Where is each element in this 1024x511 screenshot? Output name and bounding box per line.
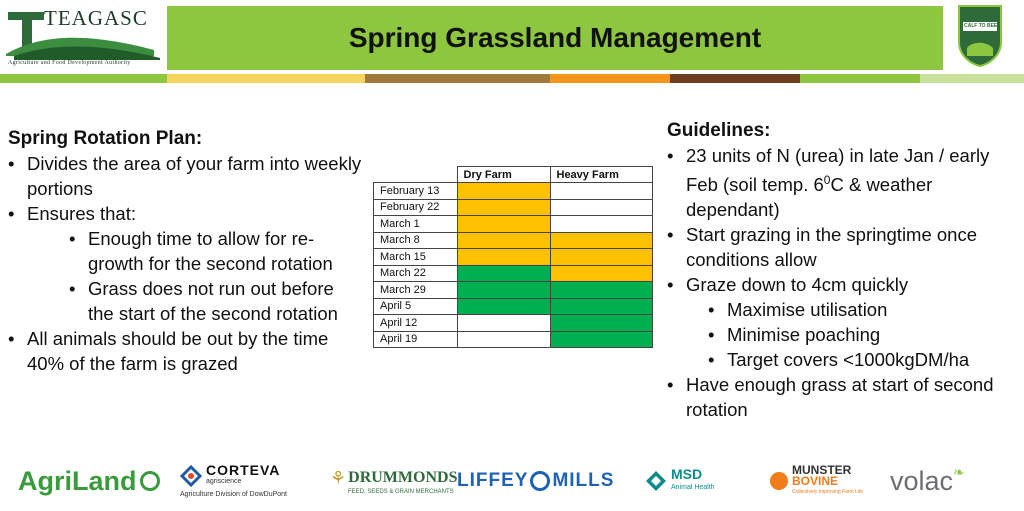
list-item: • Divides the area of your farm into weekly portions <box>6 151 362 201</box>
heavy-farm-cell <box>550 216 652 233</box>
corteva-sub: agriscience <box>206 477 242 485</box>
table-row <box>374 331 653 348</box>
superscript: 0 <box>823 173 831 187</box>
date-cell: March 1 <box>374 216 458 233</box>
drummonds-name: DRUMMONDS <box>348 469 458 486</box>
table-header-row <box>374 167 653 183</box>
heavy-farm-cell <box>550 282 652 299</box>
strip-segment <box>800 74 920 83</box>
sponsor-corteva <box>180 456 287 506</box>
corteva-name: CORTEVA <box>206 461 281 478</box>
page-title: Spring Grassland Management <box>348 22 762 53</box>
date-cell: April 5 <box>374 298 458 315</box>
column-header-heavy-farm: Heavy Farm <box>550 167 652 183</box>
volac-name: volac <box>890 465 954 496</box>
heavy-farm-cell <box>550 249 652 266</box>
dry-farm-cell <box>457 249 550 266</box>
list-item: • Minimise poaching <box>706 322 1020 347</box>
liffey-name: LIFFEY <box>457 470 529 491</box>
guidelines-heading: Guidelines: <box>667 120 771 141</box>
msd-name: MSD <box>671 466 703 482</box>
strip-segment <box>365 74 550 83</box>
color-strip <box>0 74 1024 83</box>
teagasc-logo <box>4 4 164 70</box>
strip-segment <box>920 74 1024 83</box>
date-cell: March 15 <box>374 249 458 266</box>
agriland-logo-text: AgriLand <box>18 465 137 496</box>
table-row <box>374 183 653 200</box>
list-item <box>665 272 1020 372</box>
dry-farm-cell <box>457 282 550 299</box>
heavy-farm-cell <box>550 232 652 249</box>
wheat-icon: ⚘ <box>330 467 347 488</box>
bovine-name: BOVINE <box>792 473 839 488</box>
date-cell: February 13 <box>374 183 458 200</box>
list-item: • Grass does not run out before the start of the second rotation <box>67 276 362 326</box>
date-cell: April 19 <box>374 331 458 348</box>
sponsor-footer <box>0 456 1024 511</box>
table-row <box>374 216 653 233</box>
strip-segment <box>670 74 800 83</box>
heavy-farm-cell <box>550 298 652 315</box>
dry-farm-cell <box>457 183 550 200</box>
date-cell: April 12 <box>374 315 458 332</box>
sponsor-msd <box>645 456 715 506</box>
leaf-icon: ❧ <box>953 463 965 480</box>
list-item: • Maximise utilisation <box>706 297 1020 322</box>
rotation-plan-heading: Spring Rotation Plan: <box>8 128 203 149</box>
msd-tagline: Animal Health <box>671 484 715 491</box>
teagasc-tagline: Agriculture and Food Development Authority <box>8 60 131 66</box>
drummonds-tagline: FEED, SEEDS & GRAIN MERCHANTS <box>348 488 454 495</box>
mills-name: MILLS <box>552 470 615 491</box>
corteva-mark-icon <box>180 465 202 487</box>
table-row <box>374 298 653 315</box>
date-cell: February 22 <box>374 199 458 216</box>
sponsor-volac <box>890 456 965 506</box>
guidelines-list <box>665 143 1020 422</box>
heavy-farm-cell <box>550 315 652 332</box>
shield-icon <box>955 2 1005 68</box>
list-item-text: Graze down to 4cm quickly <box>686 274 909 296</box>
munster-mark-icon <box>770 472 788 490</box>
corteva-tagline: Agriculture Division of DowDuPont <box>180 490 287 498</box>
dry-farm-cell <box>457 331 550 348</box>
list-item <box>6 201 362 326</box>
rotation-plan-list <box>6 151 362 376</box>
date-cell: March 29 <box>374 282 458 299</box>
strip-segment <box>0 74 167 83</box>
list-item-text: 23 units of N (urea) in late Jan / early Feb (soil temp. 6 <box>686 145 990 196</box>
table-row <box>374 282 653 299</box>
guidelines-section <box>665 118 1020 422</box>
list-item-text: C & weather dependant) <box>686 174 933 221</box>
table-row <box>374 199 653 216</box>
date-cell: March 8 <box>374 232 458 249</box>
dry-farm-cell <box>457 216 550 233</box>
dry-farm-cell <box>457 199 550 216</box>
list-item: • Enough time to allow for re-growth for the second rotation <box>67 226 362 276</box>
badge-label: CALF TO BEEF <box>964 23 1001 29</box>
dry-farm-cell <box>457 232 550 249</box>
column-header-dry-farm: Dry Farm <box>457 167 550 183</box>
title-banner <box>167 6 943 70</box>
rotation-table <box>373 166 653 348</box>
list-item: • All animals should be out by the time 40% of the farm is grazed <box>6 326 362 376</box>
dry-farm-cell <box>457 298 550 315</box>
dry-farm-cell <box>457 265 550 282</box>
sponsor-agriland <box>18 456 160 506</box>
globe-icon <box>140 471 160 491</box>
graze-sublist <box>686 297 1020 372</box>
rotation-plan-section <box>6 126 362 376</box>
strip-segment <box>167 74 365 83</box>
list-item: • Target covers <1000kgDM/ha <box>706 347 1020 372</box>
list-item-text: Ensures that: <box>27 203 137 224</box>
waterwheel-icon <box>530 471 550 491</box>
table-row <box>374 315 653 332</box>
table-row <box>374 249 653 266</box>
munster-tagline: Collectively Improving Farm Life <box>792 488 864 495</box>
sponsor-drummonds <box>330 456 457 506</box>
teagasc-wordmark: TEAGASC <box>44 6 148 30</box>
list-item: • Start grazing in the springtime once conditions allow <box>665 222 1020 272</box>
calf-to-beef-badge <box>955 2 1005 68</box>
date-cell: March 22 <box>374 265 458 282</box>
table-body <box>374 183 653 348</box>
strip-segment <box>550 74 670 83</box>
sponsor-munster-bovine <box>770 456 863 506</box>
dry-farm-cell <box>457 315 550 332</box>
heavy-farm-cell <box>550 265 652 282</box>
list-item: • Have enough grass at start of second rotation <box>665 372 1020 422</box>
table-corner <box>374 167 458 183</box>
ensures-sublist <box>27 226 362 326</box>
munster-name: MUNSTER <box>792 462 852 477</box>
msd-mark-icon <box>645 470 667 492</box>
list-item <box>665 143 1020 222</box>
sponsor-liffey-mills <box>457 456 614 506</box>
table-row <box>374 265 653 282</box>
heavy-farm-cell <box>550 331 652 348</box>
heavy-farm-cell <box>550 183 652 200</box>
heavy-farm-cell <box>550 199 652 216</box>
table-row <box>374 232 653 249</box>
